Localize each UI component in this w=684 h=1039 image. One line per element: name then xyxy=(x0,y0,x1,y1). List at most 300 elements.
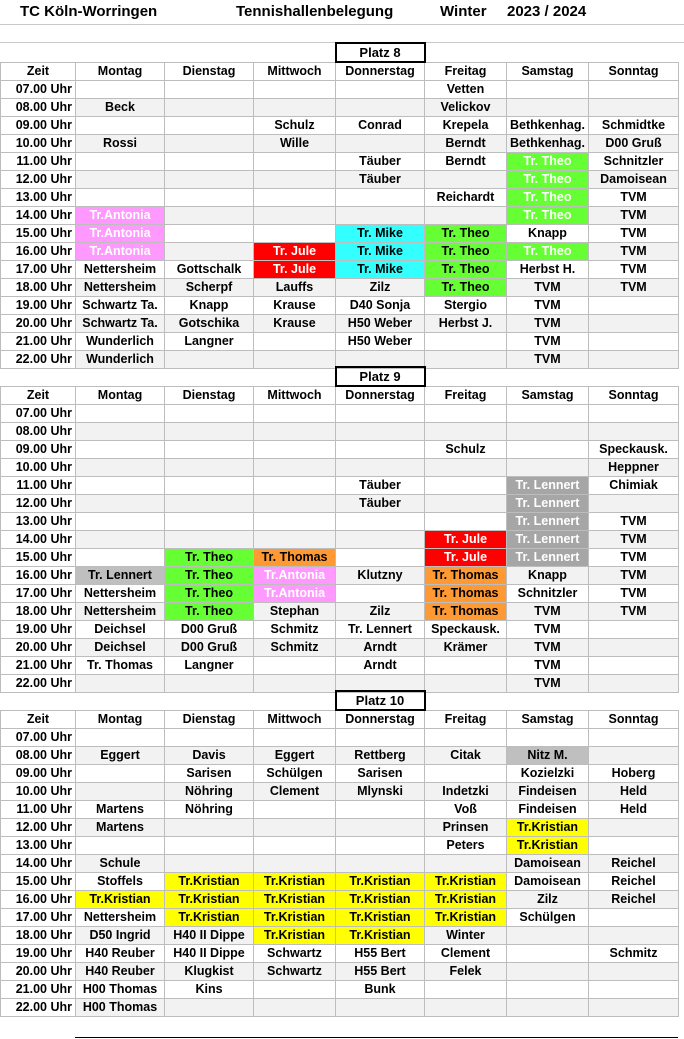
booking-cell: Tr.Kristian xyxy=(336,891,425,909)
booking-cell xyxy=(507,963,589,981)
booking-cell: Tr. Thomas xyxy=(425,585,507,603)
booking-cell xyxy=(589,909,679,927)
booking-cell xyxy=(507,441,589,459)
booking-cell: Tr. Mike xyxy=(336,243,425,261)
booking-cell xyxy=(336,729,425,747)
time-cell: 20.00 Uhr xyxy=(1,963,76,981)
booking-cell xyxy=(76,783,165,801)
booking-cell: Tr. Lennert xyxy=(507,549,589,567)
booking-cell xyxy=(76,513,165,531)
booking-cell xyxy=(507,99,589,117)
booking-cell xyxy=(589,963,679,981)
booking-cell: Tr. Theo xyxy=(165,585,254,603)
booking-cell xyxy=(165,135,254,153)
booking-cell: Speckausk. xyxy=(425,621,507,639)
column-header-sonntag: Sonntag xyxy=(589,386,679,405)
booking-cell: Findeisen xyxy=(507,783,589,801)
booking-cell: H40 Reuber xyxy=(76,963,165,981)
booking-cell: Krause xyxy=(254,297,336,315)
booking-cell: Tr.Kristian xyxy=(336,927,425,945)
column-header-donnerstag: Donnerstag xyxy=(336,386,425,405)
booking-cell: Tr.Kristian xyxy=(507,819,589,837)
booking-cell: Tr. Thomas xyxy=(425,603,507,621)
booking-cell xyxy=(165,153,254,171)
booking-cell: H50 Weber xyxy=(336,333,425,351)
booking-cell: Wunderlich xyxy=(76,351,165,369)
booking-cell xyxy=(425,657,507,675)
booking-cell xyxy=(589,315,679,333)
booking-cell xyxy=(254,999,336,1017)
booking-cell xyxy=(589,819,679,837)
booking-cell xyxy=(336,855,425,873)
booking-cell xyxy=(165,189,254,207)
booking-cell: Tr.Antonia xyxy=(76,243,165,261)
booking-cell xyxy=(165,99,254,117)
table-row xyxy=(1,927,679,945)
booking-cell: Sarisen xyxy=(165,765,254,783)
table-row xyxy=(1,657,679,675)
booking-cell: Tr.Antonia xyxy=(254,585,336,603)
booking-cell xyxy=(336,135,425,153)
booking-cell: Heppner xyxy=(589,459,679,477)
booking-cell xyxy=(507,81,589,99)
booking-cell xyxy=(336,99,425,117)
booking-cell: Tr.Kristian xyxy=(254,873,336,891)
booking-cell: Tr. Thomas xyxy=(425,567,507,585)
table-row xyxy=(1,873,679,891)
booking-cell xyxy=(76,441,165,459)
booking-cell xyxy=(165,441,254,459)
booking-cell: Schwartz xyxy=(254,945,336,963)
booking-cell: Nöhring xyxy=(165,801,254,819)
court-label: Platz 9 xyxy=(336,367,425,386)
time-cell: 07.00 Uhr xyxy=(1,81,76,99)
booking-cell: Gotschika xyxy=(165,315,254,333)
booking-cell: Chimiak xyxy=(589,477,679,495)
booking-cell: Tr.Kristian xyxy=(76,891,165,909)
booking-cell: Wille xyxy=(254,135,336,153)
booking-cell: Nettersheim xyxy=(76,909,165,927)
booking-cell xyxy=(165,423,254,441)
booking-cell: Berndt xyxy=(425,135,507,153)
booking-cell xyxy=(425,999,507,1017)
booking-cell: TVM xyxy=(589,207,679,225)
booking-cell xyxy=(589,981,679,999)
booking-cell: Schwartz Ta. xyxy=(76,315,165,333)
booking-cell: Klutzny xyxy=(336,567,425,585)
column-header-samstag: Samstag xyxy=(507,62,589,81)
time-cell: 10.00 Uhr xyxy=(1,783,76,801)
booking-cell: Scherpf xyxy=(165,279,254,297)
booking-cell xyxy=(76,837,165,855)
court-label: Platz 10 xyxy=(336,691,425,710)
booking-cell xyxy=(76,405,165,423)
time-cell: 08.00 Uhr xyxy=(1,747,76,765)
booking-cell xyxy=(336,81,425,99)
booking-cell xyxy=(589,423,679,441)
club-name: TC Köln-Worringen xyxy=(20,3,158,20)
booking-cell xyxy=(336,441,425,459)
booking-cell xyxy=(425,477,507,495)
table-row xyxy=(1,549,679,567)
booking-cell: Wunderlich xyxy=(76,333,165,351)
booking-cell: Eggert xyxy=(76,747,165,765)
booking-cell xyxy=(254,225,336,243)
table-row xyxy=(1,819,679,837)
booking-cell: Tr.Kristian xyxy=(425,891,507,909)
booking-cell: D00 Gruß xyxy=(165,621,254,639)
booking-cell xyxy=(165,477,254,495)
booking-cell: Tr. Lennert xyxy=(507,477,589,495)
booking-cell: Tr. Jule xyxy=(254,243,336,261)
time-cell: 09.00 Uhr xyxy=(1,441,76,459)
booking-cell: Schmitz xyxy=(254,621,336,639)
column-header-donnerstag: Donnerstag xyxy=(336,62,425,81)
booking-cell xyxy=(76,189,165,207)
time-cell: 19.00 Uhr xyxy=(1,297,76,315)
column-header-mittwoch: Mittwoch xyxy=(254,386,336,405)
booking-cell: Clement xyxy=(425,945,507,963)
booking-cell: Knapp xyxy=(165,297,254,315)
time-cell: 07.00 Uhr xyxy=(1,405,76,423)
time-cell: 11.00 Uhr xyxy=(1,801,76,819)
court-label-row xyxy=(1,367,679,386)
table-row xyxy=(1,783,679,801)
column-header-zeit: Zeit xyxy=(1,710,76,729)
booking-cell: D00 Gruß xyxy=(165,639,254,657)
booking-cell xyxy=(254,729,336,747)
time-cell: 17.00 Uhr xyxy=(1,261,76,279)
court-table-platz-9 xyxy=(0,366,679,693)
booking-cell: Schmitz xyxy=(254,639,336,657)
booking-cell xyxy=(336,837,425,855)
booking-cell: Tr. Theo xyxy=(507,153,589,171)
booking-cell: Arndt xyxy=(336,639,425,657)
booking-cell: Findeisen xyxy=(507,801,589,819)
booking-cell xyxy=(336,531,425,549)
booking-cell: Gottschalk xyxy=(165,261,254,279)
column-header-dienstag: Dienstag xyxy=(165,710,254,729)
booking-cell: Damoisean xyxy=(507,855,589,873)
blank-cell xyxy=(425,367,679,386)
booking-cell: Tr.Kristian xyxy=(336,909,425,927)
column-header-row xyxy=(1,62,679,81)
booking-cell: Schwartz xyxy=(254,963,336,981)
booking-cell: Tr. Theo xyxy=(425,279,507,297)
booking-cell xyxy=(507,981,589,999)
booking-cell xyxy=(254,837,336,855)
booking-cell: Tr.Antonia xyxy=(76,207,165,225)
booking-cell xyxy=(425,495,507,513)
booking-cell: Stephan xyxy=(254,603,336,621)
table-row xyxy=(1,495,679,513)
booking-cell: Voß xyxy=(425,801,507,819)
booking-cell xyxy=(254,513,336,531)
time-cell: 13.00 Uhr xyxy=(1,189,76,207)
booking-cell xyxy=(336,459,425,477)
booking-cell xyxy=(589,405,679,423)
column-header-donnerstag: Donnerstag xyxy=(336,710,425,729)
booking-cell xyxy=(254,477,336,495)
column-header-samstag: Samstag xyxy=(507,386,589,405)
table-row xyxy=(1,801,679,819)
booking-cell xyxy=(425,729,507,747)
booking-cell: Bethkenhag. xyxy=(507,135,589,153)
booking-cell: H55 Bert xyxy=(336,963,425,981)
booking-cell xyxy=(76,765,165,783)
booking-cell: Tr.Kristian xyxy=(425,909,507,927)
time-cell: 13.00 Uhr xyxy=(1,513,76,531)
table-row xyxy=(1,153,679,171)
booking-cell xyxy=(76,81,165,99)
booking-cell: Nettersheim xyxy=(76,603,165,621)
booking-cell xyxy=(76,423,165,441)
time-cell: 12.00 Uhr xyxy=(1,495,76,513)
table-row xyxy=(1,459,679,477)
table-row xyxy=(1,621,679,639)
booking-cell: TVM xyxy=(589,279,679,297)
booking-cell xyxy=(336,405,425,423)
booking-cell xyxy=(254,171,336,189)
booking-cell: Held xyxy=(589,783,679,801)
booking-cell: Tr. Lennert xyxy=(76,567,165,585)
table-row xyxy=(1,441,679,459)
booking-cell xyxy=(165,819,254,837)
booking-cell xyxy=(336,999,425,1017)
court-table-platz-10 xyxy=(0,690,679,1017)
booking-cell xyxy=(165,837,254,855)
time-cell: 17.00 Uhr xyxy=(1,585,76,603)
column-header-freitag: Freitag xyxy=(425,62,507,81)
booking-cell: Berndt xyxy=(425,153,507,171)
booking-cell xyxy=(589,297,679,315)
booking-cell: Tr.Kristian xyxy=(425,873,507,891)
time-cell: 20.00 Uhr xyxy=(1,315,76,333)
column-header-mittwoch: Mittwoch xyxy=(254,710,336,729)
booking-cell: TVM xyxy=(507,297,589,315)
booking-cell xyxy=(254,333,336,351)
booking-cell: Citak xyxy=(425,747,507,765)
table-row xyxy=(1,765,679,783)
booking-cell xyxy=(589,837,679,855)
table-row xyxy=(1,909,679,927)
time-cell: 14.00 Uhr xyxy=(1,207,76,225)
booking-cell xyxy=(589,495,679,513)
booking-cell xyxy=(589,81,679,99)
booking-cell xyxy=(76,117,165,135)
booking-cell: Tr. Mike xyxy=(336,261,425,279)
booking-cell xyxy=(507,945,589,963)
booking-cell xyxy=(589,99,679,117)
booking-cell: Bunk xyxy=(336,981,425,999)
column-header-dienstag: Dienstag xyxy=(165,386,254,405)
booking-cell: H40 Reuber xyxy=(76,945,165,963)
column-header-sonntag: Sonntag xyxy=(589,710,679,729)
booking-cell: Schulz xyxy=(425,441,507,459)
booking-cell xyxy=(336,801,425,819)
booking-cell: Bethkenhag. xyxy=(507,117,589,135)
booking-cell: TVM xyxy=(589,549,679,567)
booking-cell: Schülgen xyxy=(254,765,336,783)
time-cell: 16.00 Uhr xyxy=(1,567,76,585)
booking-cell xyxy=(76,477,165,495)
blank-cell xyxy=(1,367,336,386)
booking-cell: Clement xyxy=(254,783,336,801)
booking-cell xyxy=(254,207,336,225)
booking-cell xyxy=(165,513,254,531)
booking-cell xyxy=(425,171,507,189)
booking-cell: TVM xyxy=(589,567,679,585)
booking-cell xyxy=(254,81,336,99)
booking-cell: Vetten xyxy=(425,81,507,99)
booking-cell: Nitz M. xyxy=(507,747,589,765)
booking-cell: Damoisean xyxy=(589,171,679,189)
booking-cell: Schülgen xyxy=(507,909,589,927)
booking-cell xyxy=(254,495,336,513)
booking-cell: Täuber xyxy=(336,171,425,189)
booking-cell: TVM xyxy=(589,531,679,549)
booking-cell: Tr.Kristian xyxy=(254,927,336,945)
booking-cell: Tr.Kristian xyxy=(336,873,425,891)
booking-cell xyxy=(589,999,679,1017)
booking-cell xyxy=(336,513,425,531)
time-cell: 22.00 Uhr xyxy=(1,351,76,369)
column-header-sonntag: Sonntag xyxy=(589,62,679,81)
booking-cell: Zilz xyxy=(507,891,589,909)
booking-cell xyxy=(507,459,589,477)
booking-cell: Davis xyxy=(165,747,254,765)
booking-cell: Eggert xyxy=(254,747,336,765)
title-bar xyxy=(0,0,684,25)
booking-cell: Nettersheim xyxy=(76,279,165,297)
booking-cell xyxy=(589,729,679,747)
booking-cell: Tr.Kristian xyxy=(165,873,254,891)
time-cell: 09.00 Uhr xyxy=(1,765,76,783)
booking-cell: TVM xyxy=(589,243,679,261)
booking-cell: Kozielzki xyxy=(507,765,589,783)
booking-cell xyxy=(254,423,336,441)
booking-cell xyxy=(507,927,589,945)
time-cell: 15.00 Uhr xyxy=(1,873,76,891)
booking-cell xyxy=(165,117,254,135)
booking-cell: Felek xyxy=(425,963,507,981)
booking-cell xyxy=(165,459,254,477)
booking-cell: Tr. Lennert xyxy=(336,621,425,639)
booking-cell: Speckausk. xyxy=(589,441,679,459)
booking-cell: TVM xyxy=(589,189,679,207)
booking-cell: Täuber xyxy=(336,495,425,513)
booking-cell: Schnitzler xyxy=(589,153,679,171)
booking-cell xyxy=(336,819,425,837)
booking-cell xyxy=(165,171,254,189)
time-cell: 14.00 Uhr xyxy=(1,531,76,549)
booking-cell: Damoisean xyxy=(507,873,589,891)
booking-cell: Schule xyxy=(76,855,165,873)
booking-cell: Tr. Mike xyxy=(336,225,425,243)
time-cell: 10.00 Uhr xyxy=(1,459,76,477)
booking-cell: Reichel xyxy=(589,891,679,909)
booking-cell xyxy=(589,657,679,675)
booking-cell: TVM xyxy=(507,639,589,657)
booking-cell: Schulz xyxy=(254,117,336,135)
table-row xyxy=(1,243,679,261)
booking-cell: Tr. Theo xyxy=(165,603,254,621)
booking-cell: Herbst H. xyxy=(507,261,589,279)
table-row xyxy=(1,297,679,315)
booking-cell xyxy=(76,459,165,477)
booking-cell: Tr. Theo xyxy=(507,171,589,189)
booking-cell: Langner xyxy=(165,657,254,675)
booking-cell: Tr. Jule xyxy=(254,261,336,279)
booking-cell xyxy=(336,585,425,603)
time-cell: 07.00 Uhr xyxy=(1,729,76,747)
booking-cell xyxy=(507,729,589,747)
time-cell: 22.00 Uhr xyxy=(1,999,76,1017)
booking-cell: Schmidtke xyxy=(589,117,679,135)
booking-cell: Tr. Lennert xyxy=(507,513,589,531)
booking-cell: Winter xyxy=(425,927,507,945)
booking-cell: Reichardt xyxy=(425,189,507,207)
booking-cell: Tr. Theo xyxy=(507,243,589,261)
booking-cell xyxy=(254,99,336,117)
booking-cell: Schwartz Ta. xyxy=(76,297,165,315)
time-cell: 22.00 Uhr xyxy=(1,675,76,693)
booking-cell xyxy=(165,207,254,225)
time-cell: 12.00 Uhr xyxy=(1,171,76,189)
time-cell: 13.00 Uhr xyxy=(1,837,76,855)
booking-cell: Tr.Kristian xyxy=(254,891,336,909)
booking-cell xyxy=(165,531,254,549)
time-cell: 12.00 Uhr xyxy=(1,819,76,837)
booking-cell: Lauffs xyxy=(254,279,336,297)
court-table-platz-8 xyxy=(0,42,679,369)
booking-cell xyxy=(336,207,425,225)
booking-cell: Stergio xyxy=(425,297,507,315)
booking-cell: Conrad xyxy=(336,117,425,135)
booking-cell: Tr. Theo xyxy=(425,243,507,261)
table-row xyxy=(1,477,679,495)
booking-cell: TVM xyxy=(589,225,679,243)
time-cell: 18.00 Uhr xyxy=(1,279,76,297)
booking-cell: Täuber xyxy=(336,477,425,495)
booking-cell: TVM xyxy=(589,603,679,621)
time-cell: 19.00 Uhr xyxy=(1,945,76,963)
table-row xyxy=(1,585,679,603)
booking-cell: Reichel xyxy=(589,873,679,891)
booking-cell xyxy=(425,423,507,441)
booking-cell xyxy=(425,855,507,873)
table-row xyxy=(1,279,679,297)
booking-cell xyxy=(76,729,165,747)
time-cell: 19.00 Uhr xyxy=(1,621,76,639)
booking-cell: TVM xyxy=(589,585,679,603)
booking-cell: Martens xyxy=(76,819,165,837)
bottom-rule xyxy=(75,1037,678,1038)
booking-cell: Krause xyxy=(254,315,336,333)
court-label: Platz 8 xyxy=(336,43,425,62)
spacer-row xyxy=(0,25,684,43)
booking-cell: Stoffels xyxy=(76,873,165,891)
table-row xyxy=(1,423,679,441)
table-row xyxy=(1,729,679,747)
booking-cell xyxy=(254,153,336,171)
time-cell: 08.00 Uhr xyxy=(1,423,76,441)
booking-cell: Tr.Kristian xyxy=(165,909,254,927)
table-row xyxy=(1,855,679,873)
booking-cell: TVM xyxy=(507,675,589,693)
time-cell: 15.00 Uhr xyxy=(1,225,76,243)
time-cell: 15.00 Uhr xyxy=(1,549,76,567)
